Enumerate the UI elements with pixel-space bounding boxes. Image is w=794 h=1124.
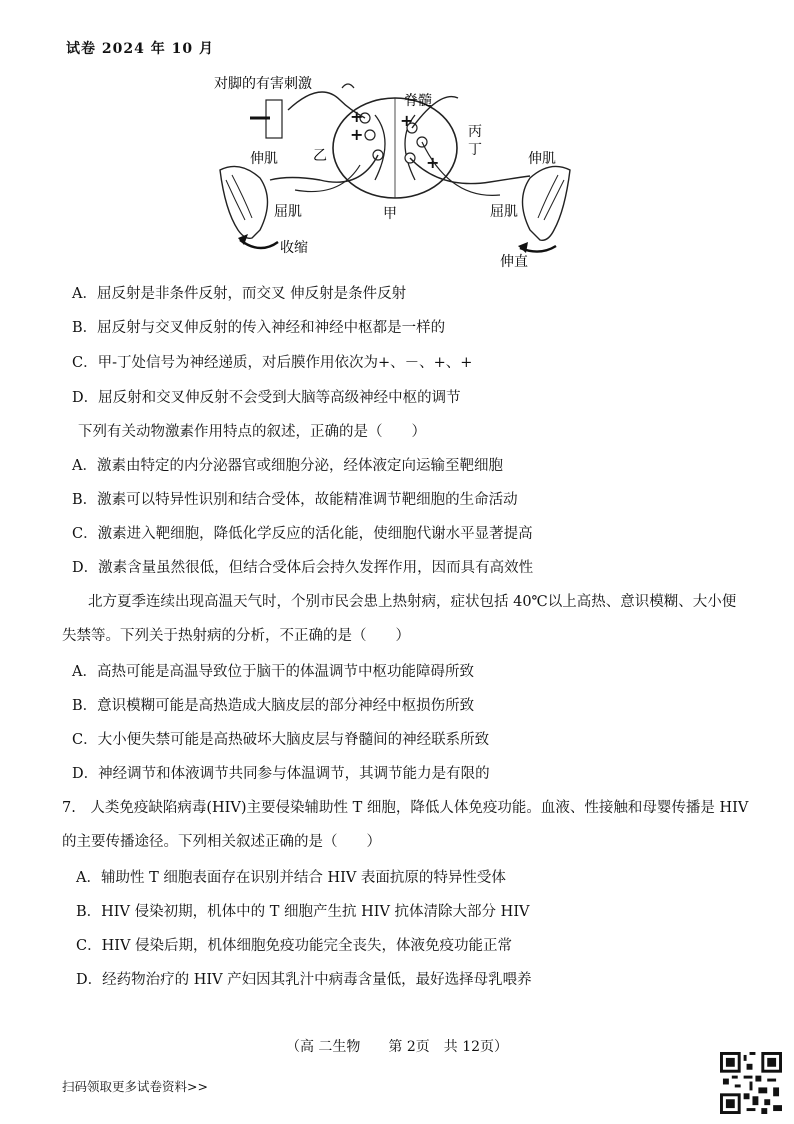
reflex-diagram	[200, 70, 590, 270]
label-extensor-right: 伸肌	[528, 151, 556, 167]
svg-text:+: +	[426, 153, 440, 172]
q6a-stem: 下列有关动物激素作用特点的叙述，正确的是（ ）	[78, 424, 426, 440]
q7-option-a: A．辅助性 T 细胞表面存在识别并结合 HIV 表面抗原的特异性受体	[76, 870, 506, 886]
q6a-option-d: D．激素含量虽然很低，但结合受体后会持久发挥作用，因而具有高效性	[72, 560, 534, 576]
svg-text:+: +	[400, 111, 414, 130]
q6b-stem-line1: 北方夏季连续出现高温天气时，个别市民会患上热射病，症状包括 40℃以上高热、意识模糊、大小便	[88, 594, 737, 610]
scan-note[interactable]: 扫码领取更多试卷资料>>	[62, 1079, 208, 1094]
q6a-option-a: A．激素由特定的内分泌器官或细胞分泌，经体液定向运输至靶细胞	[72, 458, 503, 474]
exam-header: 试卷 2024 年 10 月	[66, 41, 214, 57]
label-jia: 甲	[383, 206, 397, 222]
q5-option-b: B．屈反射与交叉伸反射的传入神经和神经中枢都是一样的	[72, 320, 446, 336]
q7-stem-line2: 的主要传播途径。下列相关叙述正确的是（ ）	[62, 834, 381, 850]
label-extensor-left: 伸肌	[250, 151, 278, 167]
q5-option-a: A．屈反射是非条件反射，而交叉 伸反射是条件反射	[72, 286, 407, 302]
label-ding: 丁	[468, 142, 482, 158]
q6a-option-b: B．激素可以特异性识别和结合受体，故能精准调节靶细胞的生命活动	[72, 492, 518, 508]
q6b-option-b: B．意识模糊可能是高热造成大脑皮层的部分神经中枢损伤所致	[72, 698, 475, 714]
label-extend: 伸直	[500, 254, 528, 270]
q7-option-b: B．HIV 侵染初期，机体中的 T 细胞产生抗 HIV 抗体清除大部分 HIV	[76, 904, 530, 920]
label-bing: 丙	[468, 124, 482, 140]
label-contract: 收缩	[280, 240, 308, 256]
label-yi: 乙	[313, 148, 327, 164]
svg-text:+: +	[350, 107, 364, 126]
label-stimulus: 对脚的有害刺激	[214, 76, 312, 92]
q7-stem-line1: 7. 人类免疫缺陷病毒(HIV)主要侵染辅助性 T 细胞，降低人体免疫功能。血液、性接触和母婴传播是 HIV	[62, 800, 749, 816]
q7-option-c: C．HIV 侵染后期，机体细胞免疫功能完全丧失，体液免疫功能正常	[76, 938, 513, 954]
page-footer: （高 二生物 第 2页 共 12页）	[285, 1039, 509, 1055]
qr-code-icon[interactable]	[720, 1052, 782, 1114]
q6b-option-d: D．神经调节和体液调节共同参与体温调节，其调节能力是有限的	[72, 766, 490, 782]
svg-text:+: +	[350, 125, 364, 144]
q6b-stem-line2: 失禁等。下列关于热射病的分析，不正确的是（ ）	[62, 628, 410, 644]
q6a-option-c: C．激素进入靶细胞，降低化学反应的活化能，使细胞代谢水平显著提高	[72, 526, 533, 542]
q5-option-c: C．甲-丁处信号为神经递质，对后膜作用依次为+、－、+、+	[72, 355, 473, 371]
label-flexor-left: 屈肌	[274, 204, 302, 220]
q5-option-d: D．屈反射和交叉伸反射不会受到大脑等高级神经中枢的调节	[72, 390, 461, 406]
q6b-option-a: A．高热可能是高温导致位于脑干的体温调节中枢功能障碍所致	[72, 664, 474, 680]
q6b-option-c: C．大小便失禁可能是高热破坏大脑皮层与脊髓间的神经联系所致	[72, 732, 490, 748]
label-flexor-right: 屈肌	[490, 204, 518, 220]
label-spinal-cord: 脊髓	[404, 93, 432, 109]
q7-option-d: D．经药物治疗的 HIV 产妇因其乳汁中病毒含量低，最好选择母乳喂养	[76, 972, 532, 988]
